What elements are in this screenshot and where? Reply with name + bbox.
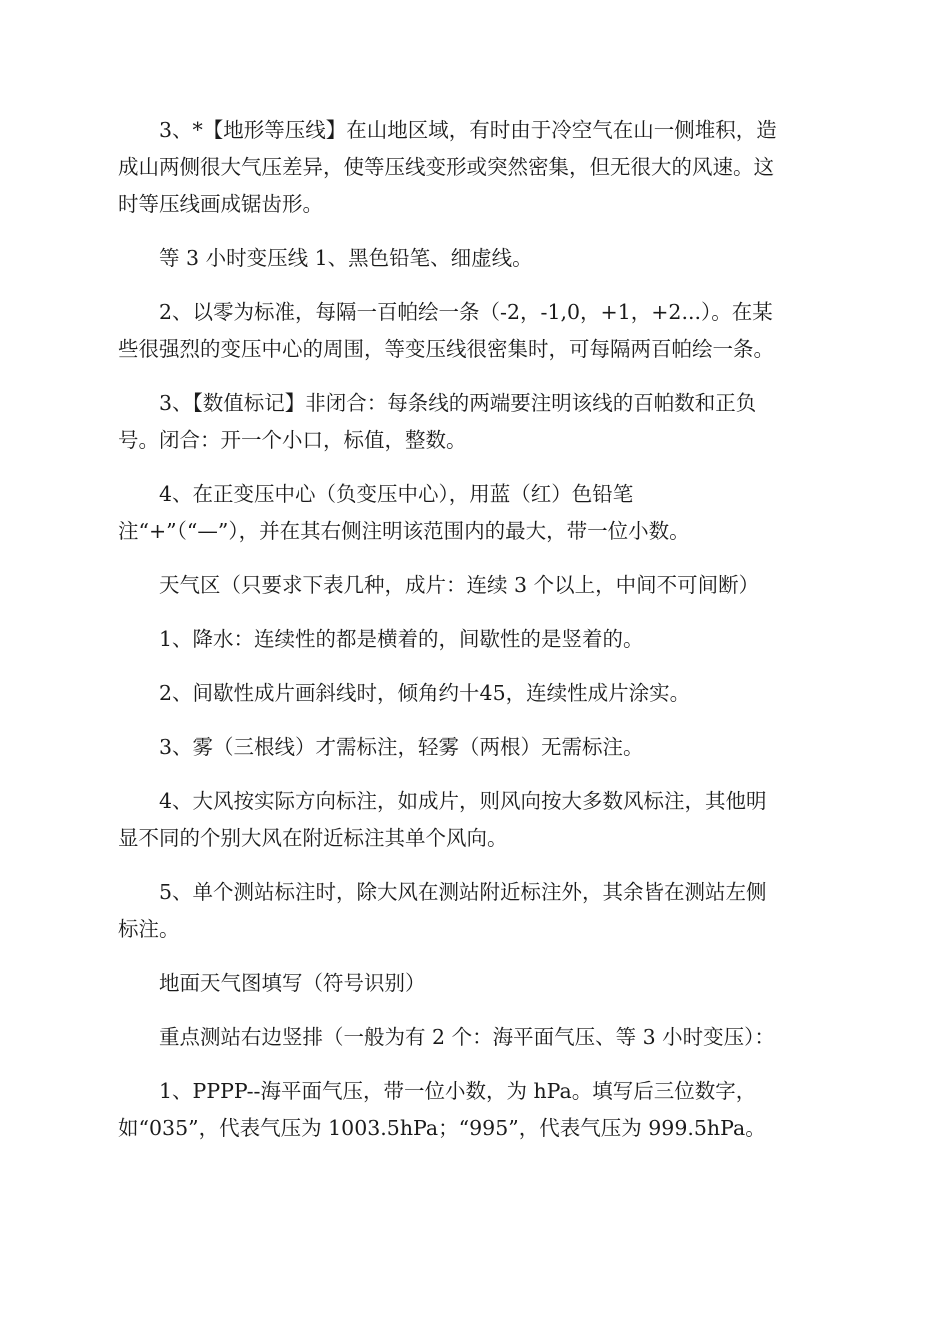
text-line: 5、单个测站标注时，除大风在测站附近标注外，其余皆在测站左侧 bbox=[159, 880, 767, 904]
paragraph-strong-wind bbox=[118, 783, 834, 857]
text-line: 号。闭合：开一个小口，标值，整数。 bbox=[118, 428, 467, 452]
text-line: 1、降水：连续性的都是横着的，间歇性的是竖着的。 bbox=[159, 627, 644, 651]
text-line: 2、间歇性成片画斜线时，倾角约〸45，连续性成片涂实。 bbox=[159, 681, 691, 705]
text-line: 3、【数值标记】非闭合：每条线的两端要注明该线的百帕数和正负 bbox=[159, 391, 757, 415]
text-line: 3、*【地形等压线】在山地区域，有时由于冷空气在山一侧堆积，造 bbox=[159, 118, 777, 142]
text-line: 地面天气图填写（符号识别） bbox=[159, 971, 426, 995]
text-line: 注“+”（“—”），并在其右侧注明该范围内的最大，带一位小数。 bbox=[118, 519, 690, 543]
paragraph-sea-level-pressure bbox=[118, 1073, 834, 1147]
text-line: 等 3 小时变压线 1、黑色铅笔、细虚线。 bbox=[159, 246, 533, 270]
paragraph-pressure-center bbox=[118, 476, 834, 550]
text-line: 2、以零为标准，每隔一百帕绘一条（-2，-1,0，+1，+2...）。在某 bbox=[159, 300, 773, 324]
text-line: 如“035”，代表气压为 1003.5hPa；“995”，代表气压为 999.5hPa。 bbox=[118, 1116, 766, 1140]
text-line: 天气区（只要求下表几种，成片：连续 3 个以上，中间不可间断） bbox=[159, 573, 760, 597]
paragraph-3h-pressure-change-line bbox=[118, 240, 834, 277]
text-line: 时等压线画成锯齿形。 bbox=[118, 192, 323, 216]
paragraph-surface-map-heading bbox=[118, 965, 834, 1002]
paragraph-terrain-isobar bbox=[118, 112, 834, 223]
text-line: 1、PPPP--海平面气压，带一位小数，为 hPa。填写后三位数字， bbox=[159, 1079, 757, 1103]
paragraph-weather-area bbox=[118, 567, 834, 604]
text-line: 显不同的个别大风在附近标注其单个风向。 bbox=[118, 826, 508, 850]
paragraph-hatching bbox=[118, 675, 834, 712]
paragraph-fog bbox=[118, 729, 834, 766]
paragraph-zero-standard bbox=[118, 294, 834, 368]
document-body bbox=[118, 112, 834, 1147]
text-line: 3、雾（三根线）才需标注，轻雾（两根）无需标注。 bbox=[159, 735, 644, 759]
text-line: 些很强烈的变压中心的周围，等变压线很密集时，可每隔两百帕绘一条。 bbox=[118, 337, 774, 361]
paragraph-precipitation bbox=[118, 621, 834, 658]
text-line: 4、在正变压中心（负变压中心），用蓝（红）色铅笔 bbox=[159, 482, 634, 506]
text-line: 4、大风按实际方向标注，如成片，则风向按大多数风标注，其他明 bbox=[159, 789, 767, 813]
paragraph-value-marking bbox=[118, 385, 834, 459]
text-line: 标注。 bbox=[118, 917, 180, 941]
text-line: 成山两侧很大气压差异，使等压线变形或突然密集，但无很大的风速。这 bbox=[118, 155, 774, 179]
paragraph-single-station bbox=[118, 874, 834, 948]
text-line: 重点测站右边竖排（一般为有 2 个：海平面气压、等 3 小时变压）： bbox=[159, 1025, 775, 1049]
paragraph-key-station bbox=[118, 1019, 834, 1056]
